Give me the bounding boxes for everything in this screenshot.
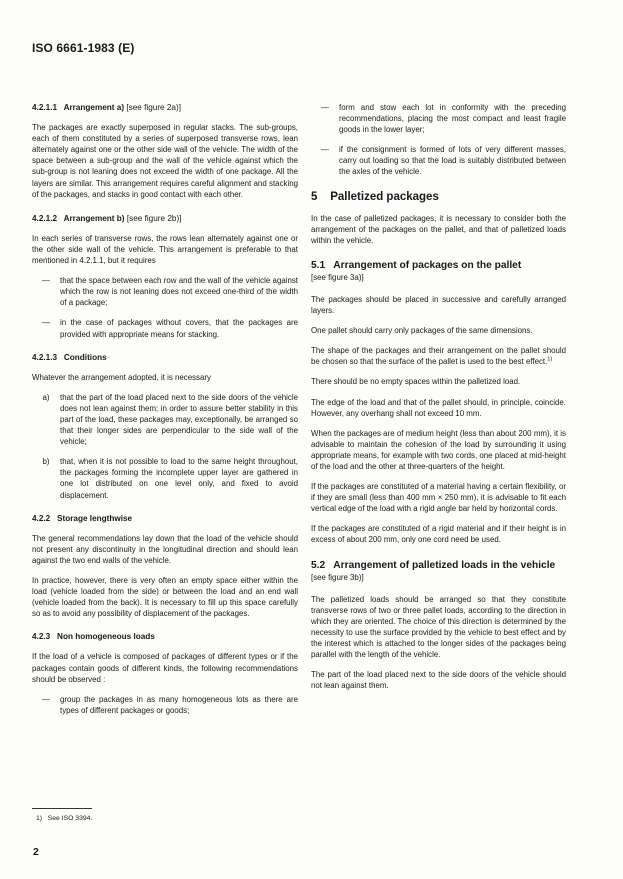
page-number: 2 [33,846,39,858]
list-item-text: group the packages in as many homogeneous lots as there are types of different packages or goods; [60,694,298,715]
dash-marker: — [42,276,50,286]
list-item-text: that, when it is not possible to load to the same height throughout, the packages forming the incomplete upper layer are gathered in one lot distributed on one level only, and fixed to avoid displacement. [60,457,298,500]
dash-list-item [311,144,566,177]
footnote [36,815,92,822]
dash-list-item [32,275,298,308]
heading-5-2 [311,560,566,584]
lettered-list-item [32,392,298,447]
dash-list-item [32,317,298,339]
section-number: 4.2.1.1 [32,103,58,112]
section-number: 5.2 [311,559,326,571]
section-number: 5 [311,190,318,203]
paragraph: The palletized loads should be arranged so that they constitute transverse rows of two or three pallet loads, according to the direction in which they are oriented. The choice of this direction is determined by the necessity to use the surface provided by the vehicle to best effect and by the interest which is attached to the longer sides of the packages being parallel with the length of the vehicle. [311,594,566,659]
section-title: Arrangement b) [63,213,125,223]
paragraph: The general recommendations lay down that the load of the vehicle should not present any discontinuity in the longitudinal direction and should lean against the two end walls of the vehicle. [32,533,298,565]
section-title: Arrangement of palletized loads in the vehicle [333,559,556,571]
paragraph: The edge of the load and that of the pallet should, in principle, coincide. However, any overhang shall not exceed 10 mm. [311,397,566,418]
section-number: 4.2.2 [32,513,51,523]
section-number: 5.1 [311,259,326,271]
paragraph: There should be no empty spaces within the palletized load. [311,377,521,387]
heading-5-1 [311,260,566,284]
lettered-list-item [32,456,298,500]
heading-4-2-1-2 [32,213,298,224]
document-header-title: ISO 6661-1983 (E) [32,41,135,55]
item-letter: a) [42,392,50,402]
paragraph [311,345,566,367]
list-item-text: form and stow each lot in conformity with the preceding recommendations, placing the most compact and least fragile goods in the lower layer; [339,103,566,135]
dash-list-item [311,102,566,135]
paragraph: In each series of transverse rows, the rows lean alternately against one or the other side wall of the vehicle. This arrangement is preferable to that mentioned in 4.2.1.1, but it requires [32,233,298,266]
paragraph: One pallet should carry only packages of the same dimensions. [311,326,533,336]
section-number: 4.2.1.3 [32,352,58,362]
dash-marker: — [321,103,329,112]
section-title: Arrangement of packages on the pallet [333,259,522,271]
paragraph: If the packages are constituted of a rigid material and if their height is in excess of about 200 mm, only one cord need be used. [311,524,566,545]
heading-4-2-3 [32,631,298,642]
list-item-text: if the consignment is formed of lots of very different masses, carry out loading so that the load is suitably distributed between the axles of the vehicle. [339,145,566,177]
figure-reference: [see figure 2b)] [126,213,182,223]
paragraph-text: The shape of the packages and their arrangement on the pallet should be chosen so that the surface of the pallet is used to the best effect. [311,346,566,367]
right-column [311,102,566,700]
footnote-mark: 1) [36,815,43,822]
paragraph: The packages are exactly superposed in regular stacks. The sub-groups, each of them constituted by a series of superposed transverse rows, lean alternately against one or the other side wall of the vehicle. The width of the space between a sub-group and the wall of the vehicle against which the sub-group is not leaning does not exceed the width of one package. All the layers are similar. This arrangement requires careful alignment and stacking of the packages, and stacks in good contact with each other. [32,123,298,199]
heading-5 [311,192,566,203]
list-item-text: that the part of the load placed next to the side doors of the vehicle does not lean against them; in order to assure better stability in this part of the load, these packages may, exceptionally, be arranged so that their longer sides are perpendicular to the side wall of the vehicle; [60,392,298,447]
figure-reference: [see figure 2a)] [126,103,181,112]
left-column [32,102,298,725]
item-letter: b) [42,457,50,467]
heading-4-2-2 [32,513,298,524]
paragraph: If the load of a vehicle is composed of packages of different types or if the packages contain goods of different kinds, the following recommendations should be observed : [32,652,298,684]
section-title: Arrangement a) [63,103,125,112]
figure-reference: [see figure 3b)] [311,572,364,582]
dash-list-item [32,694,298,716]
heading-4-2-1-1 [32,102,298,113]
heading-4-2-1-3 [32,352,298,363]
section-title: Palletized packages [330,190,439,203]
paragraph: The packages should be placed in successive and carefully arranged layers. [311,294,566,316]
dash-marker: — [321,145,329,155]
section-title: Non homogeneous loads [57,632,155,642]
dash-marker: — [42,318,50,328]
dash-marker: — [42,694,50,704]
list-item-text: in the case of packages without covers, that the packages are provided with appropriate means for stacking. [60,318,298,339]
paragraph: When the packages are of medium height (less than about 200 mm), it is advisable to maintain the cohesion of the load by surrounding it using appropriate means, for example with two cords, one placed at mid-height of the load and the other at three-quarters of the height. [311,428,566,471]
paragraph: The part of the load placed next to the side doors of the vehicle should not lean against them. [311,670,566,691]
list-item-text: that the space between each row and the wall of the vehicle against which the row is not leaning does not exceed one-third of the width of a package; [60,276,298,308]
section-title: Storage lengthwise [57,513,133,523]
footnote-divider [32,808,92,809]
footnote-reference: 1) [547,356,553,363]
section-number: 4.2.3 [32,632,51,642]
section-number: 4.2.1.2 [32,213,58,223]
figure-reference: [see figure 3a)] [311,272,364,282]
paragraph: In the case of palletized packages, it is necessary to consider both the arrangement of the packages on the pallet, and that of palletized loads within the vehicle. [311,213,566,245]
paragraph: Whatever the arrangement adopted, it is necessary [32,372,211,382]
footnote-text: See ISO 3394. [47,815,93,822]
paragraph: If the packages are constituted of a material having a certain flexibility, or if they are small (less than 400 mm × 250 mm), it is advisable to fit each vertical edge of the load with a rigid angle bar held by horizontal cords. [311,482,566,514]
paragraph: In practice, however, there is very often an empty space either within the load (vehicle loaded from the side) or between the load and an end wall (vehicle loaded from the back). It is necessary to fill up this space carefully so as to avoid any possibility of displacement of the packages. [32,576,298,619]
section-title: Conditions [63,352,107,362]
